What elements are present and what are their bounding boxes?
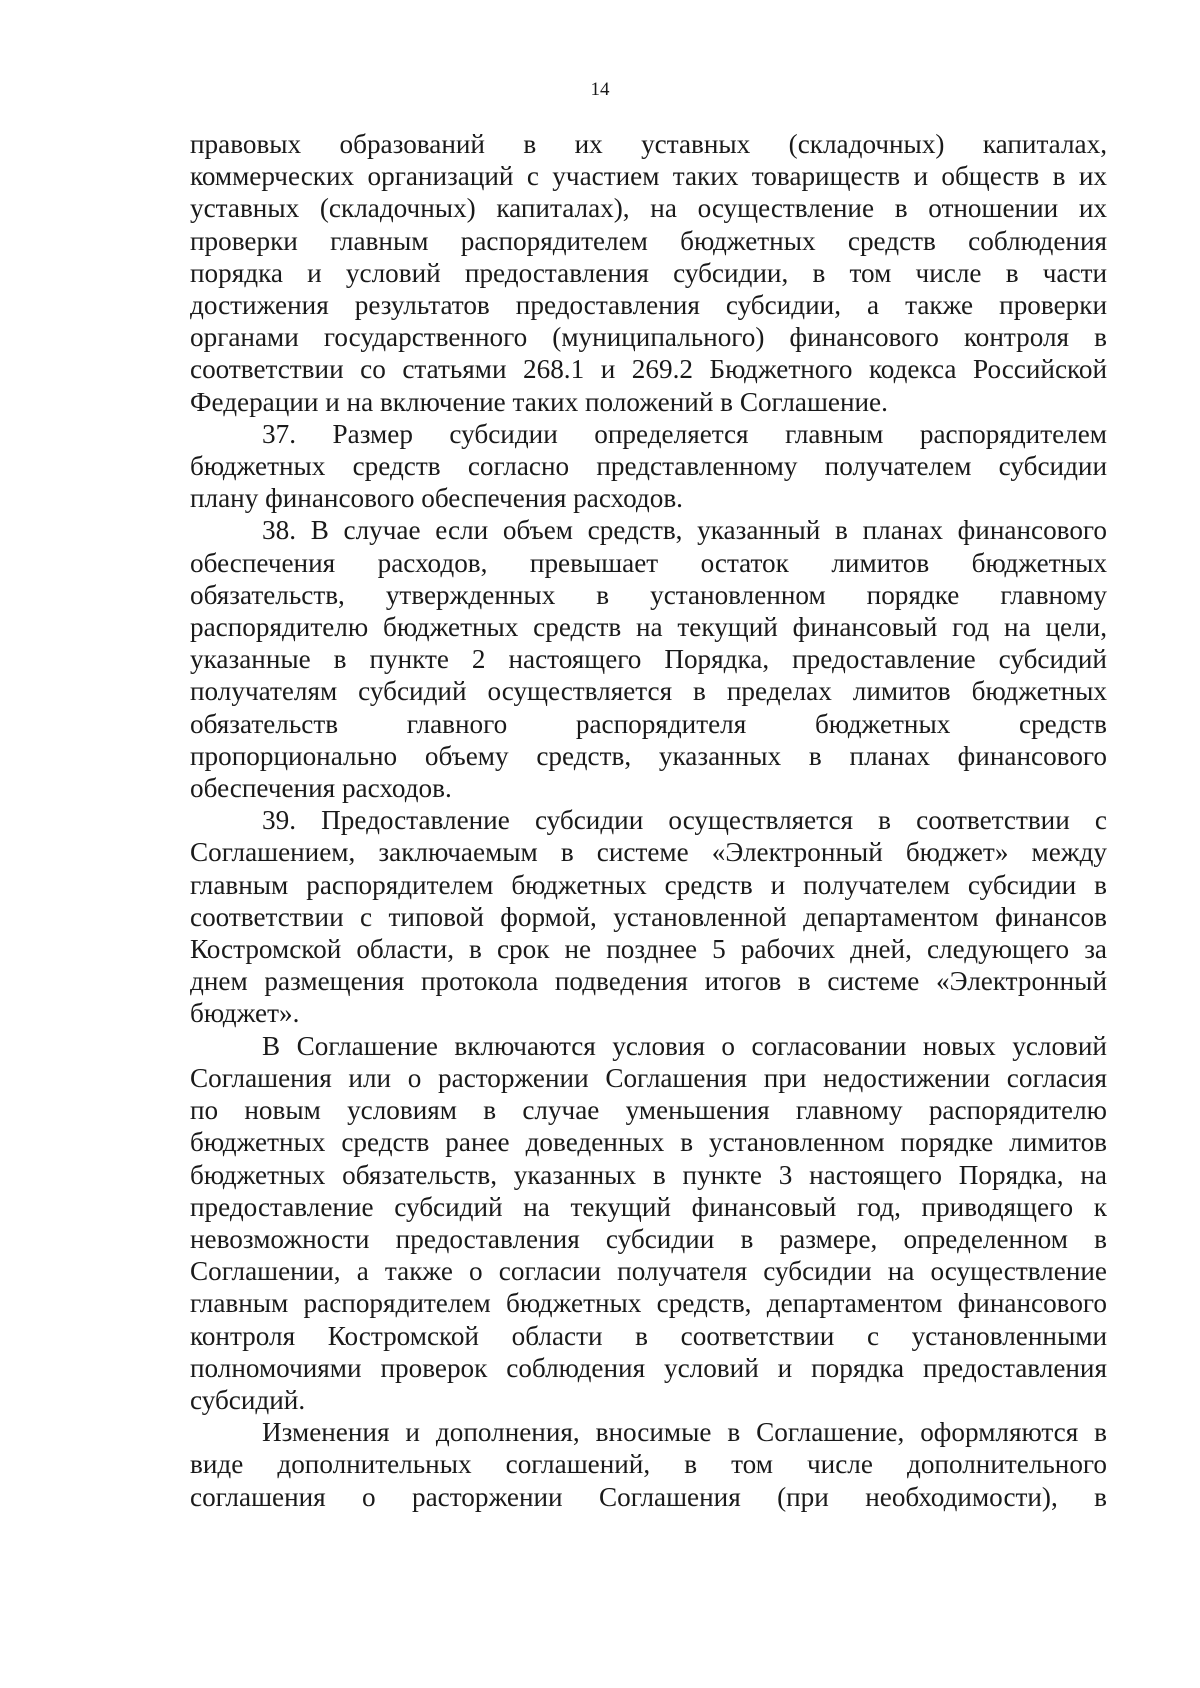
text-line: пропорционально объему средств, указанных в планах финансового: [190, 740, 1107, 771]
text-line: бюджетных обязательств, указанных в пункте 3 настоящего Порядка, на: [190, 1159, 1107, 1190]
paragraph-amendments-start: Изменения и дополнения, вносимые в Соглашение, оформляются в: [262, 1417, 1107, 1448]
paragraph-39-start: 39. Предоставление субсидии осуществляется в соответствии с: [262, 805, 1107, 836]
text-line: полномочиями проверок соблюдения условий и порядка предоставления: [190, 1352, 1107, 1383]
document-body: [190, 128, 1107, 1513]
text-line: коммерческих организаций с участием таких товариществ и обществ в их: [190, 161, 1107, 192]
text-line: правовых образований в их уставных (складочных) капиталах,: [190, 129, 1107, 159]
text-line: плану финансового обеспечения расходов.: [190, 483, 683, 514]
text-line: Соглашении, а также о согласии получателя субсидии на осуществление: [190, 1256, 1107, 1287]
text-line: соглашения о расторжении Соглашения (при необходимости), в: [190, 1481, 1107, 1512]
text-line: соответствии с типовой формой, установленной департаментом финансов: [190, 901, 1107, 932]
text-line: уставных (складочных) капиталах), на осуществление в отношении их: [190, 193, 1107, 224]
text-line: по новым условиям в случае уменьшения главному распорядителю: [190, 1095, 1107, 1126]
text-line: порядка и условий предоставления субсидии, в том числе в части: [190, 257, 1107, 288]
text-line: виде дополнительных соглашений, в том числе дополнительного: [190, 1449, 1107, 1480]
text-line: обеспечения расходов, превышает остаток лимитов бюджетных: [190, 547, 1107, 578]
text-line: бюджетных средств согласно представленному получателем субсидии: [190, 451, 1107, 482]
text-line: главным распорядителем бюджетных средств, департаментом финансового: [190, 1288, 1107, 1319]
text-line: днем размещения протокола подведения итогов в системе «Электронный: [190, 966, 1107, 997]
text-line: достижения результатов предоставления субсидии, а также проверки: [190, 290, 1107, 321]
text-line: Соглашения или о расторжении Соглашения при недостижении согласия: [190, 1062, 1107, 1093]
text-line: главным распорядителем бюджетных средств и получателем субсидии в: [190, 869, 1107, 900]
text-line: обеспечения расходов.: [190, 773, 452, 804]
text-line: обязательств, утвержденных в установленном порядке главному: [190, 579, 1107, 610]
text-line: субсидий.: [190, 1384, 306, 1415]
text-line: распорядителю бюджетных средств на текущий финансовый год на цели,: [190, 612, 1107, 643]
text-line: обязательств главного распорядителя бюджетных средств: [190, 708, 1107, 739]
text-line: бюджет».: [190, 998, 300, 1029]
text-line: контроля Костромской области в соответствии с установленными: [190, 1320, 1107, 1351]
text-line: Федерации и на включение таких положений в Соглашение.: [190, 386, 888, 417]
page-number: 14: [590, 79, 610, 100]
paragraph-agreement-terms-start: В Соглашение включаются условия о согласовании новых условий: [262, 1030, 1107, 1061]
text-line: соответствии со статьями 268.1 и 269.2 Бюджетного кодекса Российской: [190, 354, 1107, 385]
text-line: указанные в пункте 2 настоящего Порядка, предоставление субсидий: [190, 644, 1107, 675]
text-line: проверки главным распорядителем бюджетных средств соблюдения: [190, 225, 1107, 256]
paragraph-37-start: 37. Размер субсидии определяется главным распорядителем: [262, 418, 1107, 449]
text-line: бюджетных средств ранее доведенных в установленном порядке лимитов: [190, 1127, 1107, 1158]
text-line: невозможности предоставления субсидии в размере, определенном в: [190, 1223, 1107, 1254]
text-line: предоставление субсидий на текущий финансовый год, приводящего к: [190, 1191, 1107, 1222]
text-line: органами государственного (муниципального) финансового контроля в: [190, 322, 1107, 353]
text-line: Костромской области, в срок не позднее 5 рабочих дней, следующего за: [190, 934, 1107, 965]
text-line: Соглашением, заключаемым в системе «Электронный бюджет» между: [190, 837, 1107, 868]
text-line: получателям субсидий осуществляется в пределах лимитов бюджетных: [190, 676, 1107, 707]
paragraph-38-start: 38. В случае если объем средств, указанный в планах финансового: [262, 515, 1107, 546]
